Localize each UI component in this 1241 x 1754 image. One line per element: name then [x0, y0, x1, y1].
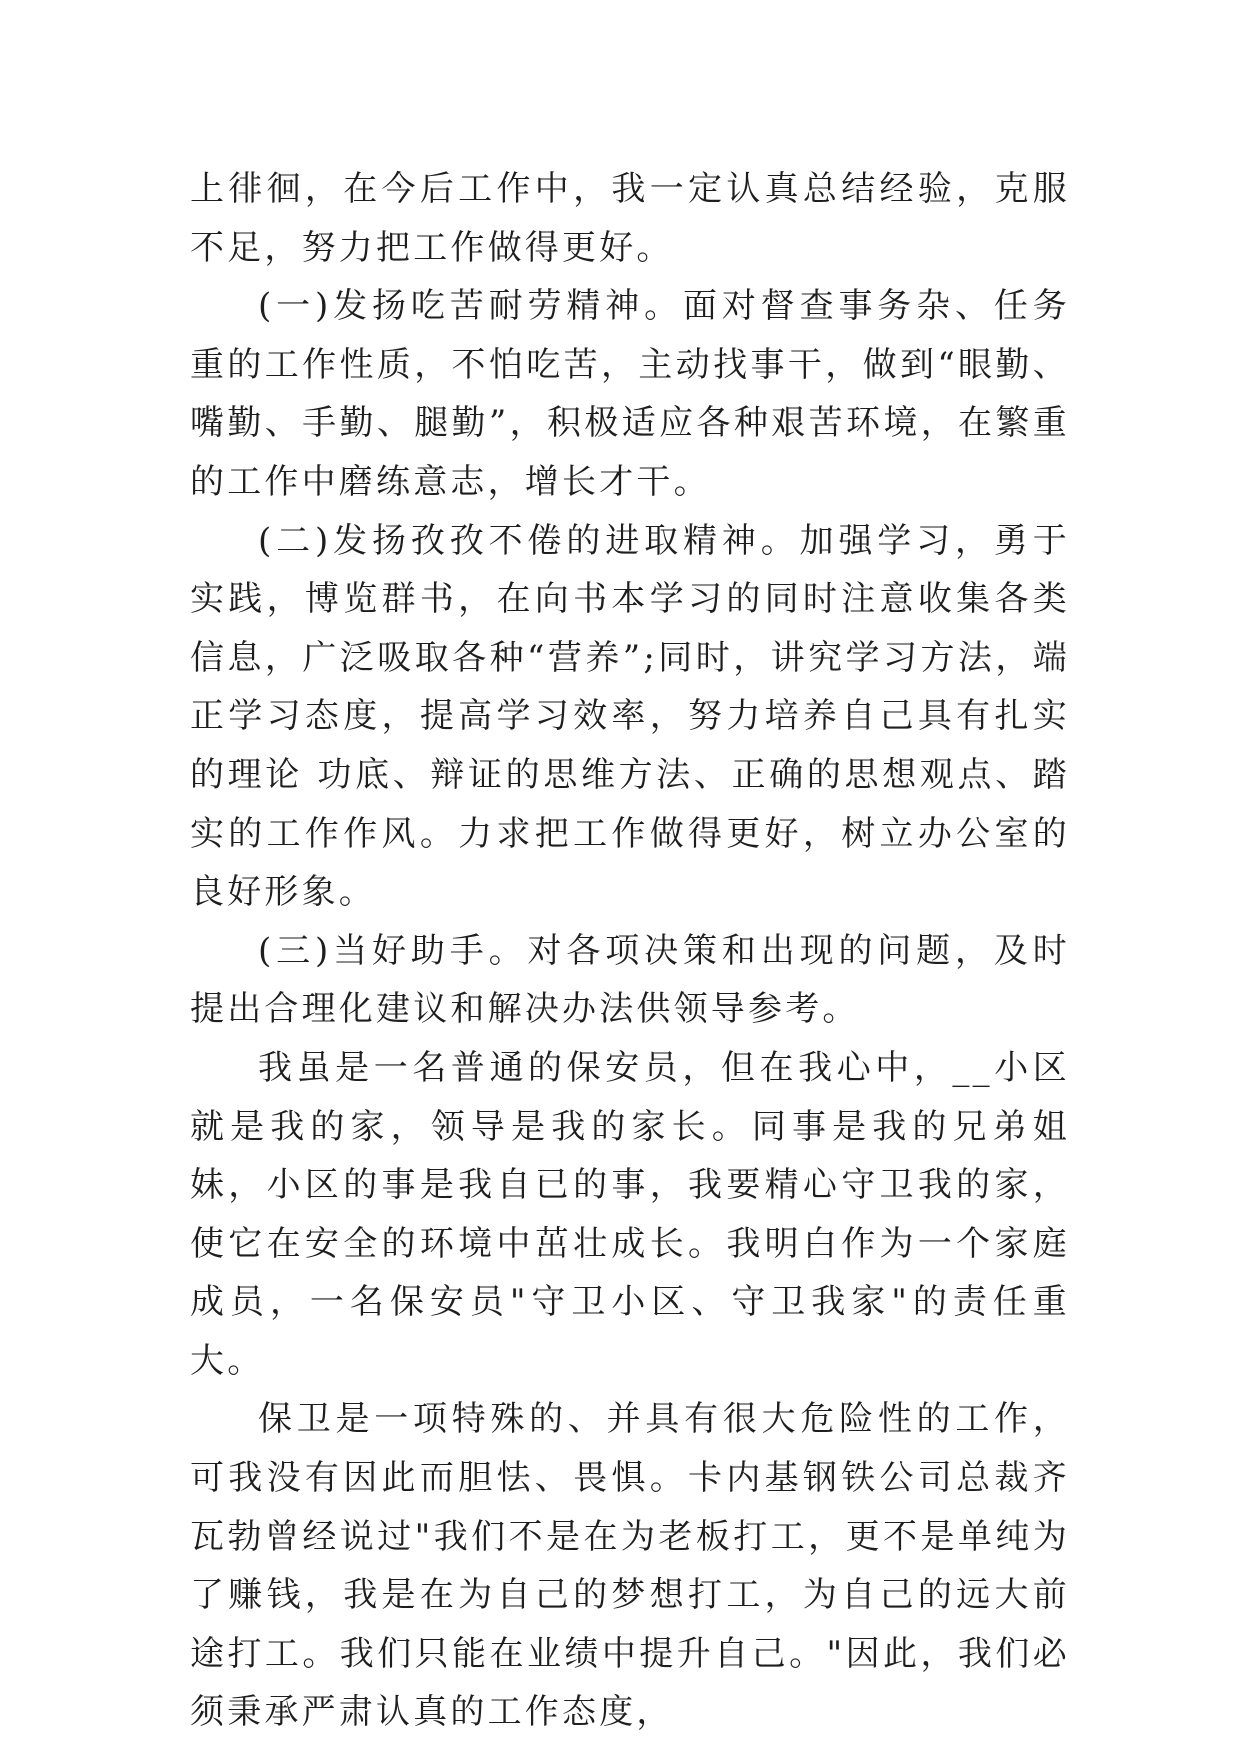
paragraph-good-assistant: (三)当好助手。对各项决策和出现的问题，及时提出合理化建议和解决办法供领导参考。 [190, 930, 1070, 1030]
paragraph-spirit-of-progress: (二)发扬孜孜不倦的进取精神。加强学习，勇于实践，博览群书，在向书本学习的同时注意收集各类信息，广泛吸取各种“营养”;同时，讲究学习方法，端正学习态度，提高学习效率，努力培养自己具有扎实的理论 功底、辩证的思维方法、正确的思想观点、踏实的工作作风。力求把工作做得更好，树立办公室的良好形象。 [190, 520, 1070, 913]
document-body [190, 160, 1070, 1742]
paragraph-security-guard-home: 我虽是一名普通的保安员，但在我心中，__小区就是我的家，领导是我的家长。同事是我的兄弟姐妹，小区的事是我自已的事，我要精心守卫我的家，使它在安全的环境中茁壮成长。我明白作为一个家庭成员，一名保安员"守卫小区、守卫我家"的责任重大。 [190, 1047, 1070, 1381]
paragraph-continuation: 上徘徊，在今后工作中，我一定认真总结经验，克服不足，努力把工作做得更好。 [190, 169, 1070, 268]
paragraph-spirit-of-hard-work: (一)发扬吃苦耐劳精神。面对督查事务杂、任务重的工作性质，不怕吃苦，主动找事干，做到“眼勤、嘴勤、手勤、腿勤”，积极适应各种艰苦环境，在繁重的工作中磨练意志，增长才干。 [190, 286, 1070, 502]
paragraph-security-work: 保卫是一项特殊的、并具有很大危险性的工作，可我没有因此而胆怯、畏惧。卡内基钢铁公司总裁齐瓦勃曾经说过"我们不是在为老板打工，更不是单纯为了赚钱，我是在为自己的梦想打工，为自己的远大前途打工。我们只能在业绩中提升自己。"因此，我们必须秉承严肃认真的工作态度， [190, 1399, 1070, 1733]
